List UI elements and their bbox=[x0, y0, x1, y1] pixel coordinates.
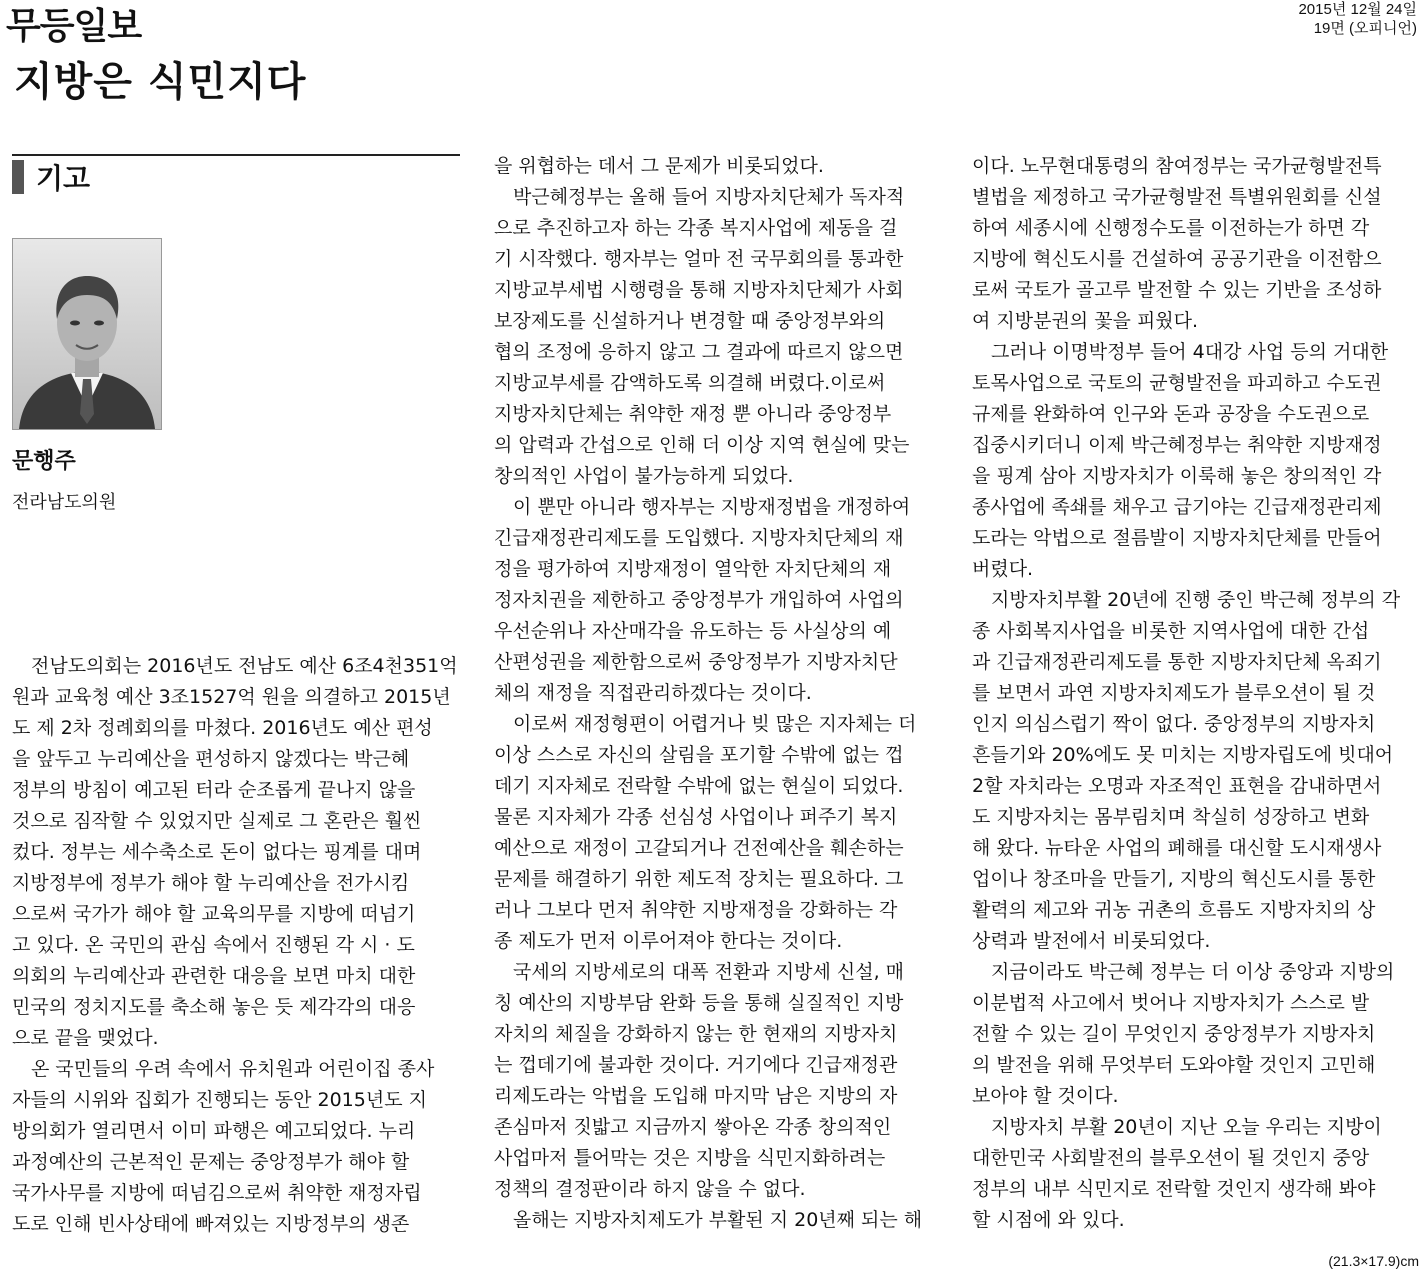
text-line: 지방자치부활 20년에 진행 중인 박근혜 정부의 각 bbox=[991, 589, 1401, 611]
article-column-3 bbox=[972, 151, 1420, 1236]
text-line: 그러나 이명박정부 들어 4대강 사업 등의 거대한 bbox=[991, 341, 1389, 363]
text-line: 업이나 창조마을 만들기, 지방의 혁신도시를 통한 bbox=[972, 868, 1376, 890]
text-line: 올해는 지방자치제도가 부활된 지 20년째 되는 해 bbox=[513, 1209, 923, 1231]
text-line: 러나 그보다 먼저 취약한 지방재정을 강화하는 각 bbox=[494, 899, 898, 921]
newspaper-name: 무등일보 bbox=[6, 6, 142, 47]
text-line: 도로 인해 빈사상태에 빠져있는 지방정부의 생존 bbox=[12, 1213, 410, 1235]
text-line: 토목사업으로 국토의 균형발전을 파괴하고 수도권 bbox=[972, 372, 1382, 394]
text-line: 사업마저 틀어막는 것은 지방을 식민지화하려는 bbox=[494, 1147, 886, 1169]
text-line: 도라는 악법으로 절름발이 지방자치단체를 만들어 bbox=[972, 527, 1382, 549]
section-marker bbox=[12, 160, 24, 194]
text-line: 원과 교육청 예산 3조1527억 원을 의결하고 2015년 bbox=[12, 686, 451, 708]
text-line: 전남도의회는 2016년도 전남도 예산 6조4천351억 bbox=[31, 655, 458, 677]
date-info bbox=[1298, 0, 1417, 38]
text-line: 지방정부에 정부가 해야 할 누리예산을 전가시킴 bbox=[12, 872, 410, 894]
text-line: 이분법적 사고에서 벗어나 지방자치가 스스로 발 bbox=[972, 992, 1370, 1014]
text-line: 전할 수 있는 길이 무엇인지 중앙정부가 지방자치 bbox=[972, 1023, 1376, 1045]
text-line: 컸다. 정부는 세수축소로 돈이 없다는 핑계를 대며 bbox=[12, 841, 422, 863]
text-line: 을 앞두고 누리예산을 편성하지 않겠다는 박근혜 bbox=[12, 748, 410, 770]
article-paragraph bbox=[972, 957, 1420, 1112]
text-line: 으로써 국가가 해야 할 교육의무를 지방에 떠넘기 bbox=[12, 903, 416, 925]
text-line: 지방자치 부활 20년이 지난 오늘 우리는 지방이 bbox=[991, 1116, 1382, 1138]
text-line: 물론 지자체가 각종 선심성 사업이나 퍼주기 복지 bbox=[494, 806, 898, 828]
text-line: 활력의 제고와 귀농 귀촌의 흐름도 지방자치의 상 bbox=[972, 899, 1376, 921]
text-line: 산편성권을 제한함으로써 중앙정부가 지방자치단 bbox=[494, 651, 898, 673]
text-line: 지방에 혁신도시를 건설하여 공공기관을 이전함으 bbox=[972, 248, 1382, 270]
text-line: 데기 지자체로 전락할 수밖에 없는 현실이 되었다. bbox=[494, 775, 904, 797]
author-portrait-icon bbox=[13, 239, 161, 429]
article-paragraph bbox=[12, 1054, 462, 1240]
text-line: 민국의 정치지도를 축소해 놓은 듯 제각각의 대응 bbox=[12, 996, 416, 1018]
text-line: 지방교부세를 감액하도록 의결해 버렸다.이로써 bbox=[494, 372, 886, 394]
text-line: 집중시키더니 이제 박근혜정부는 취약한 지방재정 bbox=[972, 434, 1382, 456]
text-line: 종 사회복지사업을 비롯한 지역사업에 대한 간섭 bbox=[972, 620, 1370, 642]
author-title: 전라남도의원 bbox=[12, 492, 117, 513]
text-line: 2할 자치라는 오명과 자조적인 표현을 감내하면서 bbox=[972, 775, 1382, 797]
text-line: 자들의 시위와 집회가 진행되는 동안 2015년도 지 bbox=[12, 1089, 427, 1111]
text-line: 정책의 결정판이라 하지 않을 수 없다. bbox=[494, 1178, 806, 1200]
text-line: 를 보면서 과연 지방자치제도가 블루오션이 될 것 bbox=[972, 682, 1376, 704]
article-paragraph bbox=[972, 151, 1420, 337]
text-line: 예산으로 재정이 고갈되거나 건전예산을 훼손하는 bbox=[494, 837, 904, 859]
section-label bbox=[12, 158, 90, 196]
text-line: 대한민국 사회발전의 블루오션이 될 것인지 중앙 bbox=[972, 1147, 1370, 1169]
text-line: 별법을 제정하고 국가균형발전 특별위원회를 신설 bbox=[972, 186, 1382, 208]
text-line: 정을 평가하여 지방재정이 열악한 자치단체의 재 bbox=[494, 558, 892, 580]
text-line: 이다. 노무현대통령의 참여정부는 국가균형발전특 bbox=[972, 155, 1382, 177]
article-paragraph bbox=[494, 151, 939, 182]
article-paragraph bbox=[494, 957, 939, 1205]
section-divider bbox=[12, 154, 460, 156]
text-line: 보장제도를 신설하거나 변경할 때 중앙정부와의 bbox=[494, 310, 886, 332]
article-paragraph bbox=[972, 1112, 1420, 1236]
text-line: 과 긴급재정관리제도를 통한 지방자치단체 옥죄기 bbox=[972, 651, 1382, 673]
text-line: 흔들기와 20%에도 못 미치는 지방자립도에 빗대어 bbox=[972, 744, 1394, 766]
text-line: 박근혜정부는 올해 들어 지방자치단체가 독자적 bbox=[513, 186, 905, 208]
text-line: 여 지방분권의 꽃을 피웠다. bbox=[972, 310, 1199, 332]
article-paragraph bbox=[494, 709, 939, 957]
text-line: 문제를 해결하기 위한 제도적 장치는 필요하다. 그 bbox=[494, 868, 904, 890]
text-line: 는 껍데기에 불과한 것이다. 거기에다 긴급재정관 bbox=[494, 1054, 898, 1076]
article-paragraph bbox=[972, 337, 1420, 585]
text-line: 리제도라는 악법을 도입해 마지막 남은 지방의 자 bbox=[494, 1085, 898, 1107]
article-paragraph bbox=[494, 182, 939, 492]
text-line: 국가사무를 지방에 떠넘김으로써 취약한 재정자립 bbox=[12, 1182, 422, 1204]
text-line: 로써 국토가 골고루 발전할 수 있는 기반을 조성하 bbox=[972, 279, 1382, 301]
text-line: 을 핑계 삼아 지방자치가 이룩해 놓은 창의적인 각 bbox=[972, 465, 1382, 487]
article-headline: 지방은 식민지다 bbox=[14, 59, 307, 105]
section-title: 기고 bbox=[36, 162, 91, 195]
text-line: 협의 조정에 응하지 않고 그 결과에 따르지 않으면 bbox=[494, 341, 904, 363]
text-line: 과정예산의 근본적인 문제는 중앙정부가 해야 할 bbox=[12, 1151, 410, 1173]
text-line: 지방자치단체는 취약한 재정 뿐 아니라 중앙정부 bbox=[494, 403, 892, 425]
text-line: 이 뿐만 아니라 행자부는 지방재정법을 개정하여 bbox=[513, 496, 911, 518]
article-paragraph bbox=[494, 1205, 939, 1236]
article-column-2 bbox=[494, 151, 939, 1236]
text-line: 우선순위나 자산매각을 유도하는 등 사실상의 예 bbox=[494, 620, 892, 642]
text-line: 할 시점에 와 있다. bbox=[972, 1209, 1125, 1231]
text-line: 이로써 재정형편이 어렵거나 빚 많은 지자체는 더 bbox=[513, 713, 917, 735]
author-name: 문행주 bbox=[12, 449, 76, 474]
article-paragraph bbox=[494, 492, 939, 709]
text-line: 도 제 2차 정례회의를 마쳤다. 2016년도 예산 편성 bbox=[12, 717, 433, 739]
text-line: 의 발전을 위해 무엇부터 도와야할 것인지 고민해 bbox=[972, 1054, 1376, 1076]
text-line: 것으로 짐작할 수 있었지만 실제로 그 혼란은 훨씬 bbox=[12, 810, 422, 832]
text-line: 규제를 완화하여 인구와 돈과 공장을 수도권으로 bbox=[972, 403, 1370, 425]
text-line: 상력과 발전에서 비롯되었다. bbox=[972, 930, 1211, 952]
text-line: 하여 세종시에 신행정수도를 이전하는가 하면 각 bbox=[972, 217, 1370, 239]
text-line: 자치의 체질을 강화하지 않는 한 현재의 지방자치 bbox=[494, 1023, 898, 1045]
text-line: 으로 끝을 맺었다. bbox=[12, 1027, 159, 1049]
text-line: 지방교부세법 시행령을 통해 지방자치단체가 사회 bbox=[494, 279, 904, 301]
text-line: 칭 예산의 지방부담 완화 등을 통해 실질적인 지방 bbox=[494, 992, 904, 1014]
text-line: 을 위협하는 데서 그 문제가 비롯되었다. bbox=[494, 155, 824, 177]
text-line: 창의적인 사업이 불가능하게 되었다. bbox=[494, 465, 794, 487]
text-line: 국세의 지방세로의 대폭 전환과 지방세 신설, 매 bbox=[513, 961, 905, 983]
author-photo bbox=[12, 238, 162, 430]
text-line: 해 왔다. 뉴타운 사업의 폐해를 대신할 도시재생사 bbox=[972, 837, 1382, 859]
text-line: 고 있다. 온 국민의 관심 속에서 진행된 각 시 · 도 bbox=[12, 934, 415, 956]
article-column-1 bbox=[12, 651, 462, 1240]
text-line: 존심마저 짓밟고 지금까지 쌓아온 각종 창의적인 bbox=[494, 1116, 892, 1138]
text-line: 긴급재정관리제도를 도입했다. 지방자치단체의 재 bbox=[494, 527, 904, 549]
text-line: 지금이라도 박근혜 정부는 더 이상 중앙과 지방의 bbox=[991, 961, 1395, 983]
text-line: 종 제도가 먼저 이루어져야 한다는 것이다. bbox=[494, 930, 843, 952]
text-line: 방의회가 열리면서 이미 파행은 예고되었다. 누리 bbox=[12, 1120, 416, 1142]
article-paragraph bbox=[12, 651, 462, 1054]
text-line: 체의 재정을 직접관리하겠다는 것이다. bbox=[494, 682, 812, 704]
text-line: 버렸다. bbox=[972, 558, 1034, 580]
text-line: 의 압력과 간섭으로 인해 더 이상 지역 현실에 맞는 bbox=[494, 434, 910, 456]
text-line: 으로 추진하고자 하는 각종 복지사업에 제동을 걸 bbox=[494, 217, 898, 239]
text-line: 정자치권을 제한하고 중앙정부가 개입하여 사업의 bbox=[494, 589, 904, 611]
text-line: 의회의 누리예산과 관련한 대응을 보면 마치 대한 bbox=[12, 965, 416, 987]
text-line: 정부의 방침이 예고된 터라 순조롭게 끝나지 않을 bbox=[12, 779, 416, 801]
issue-date: 2015년 12월 24일 bbox=[1298, 1, 1417, 18]
text-line: 이상 스스로 자신의 살림을 포기할 수밖에 없는 껍 bbox=[494, 744, 904, 766]
text-line: 종사업에 족쇄를 채우고 급기야는 긴급재정관리제 bbox=[972, 496, 1382, 518]
size-note: (21.3×17.9)cm bbox=[1328, 1253, 1419, 1269]
text-line: 기 시작했다. 행자부는 얼마 전 국무회의를 통과한 bbox=[494, 248, 904, 270]
text-line: 인지 의심스럽기 짝이 없다. 중앙정부의 지방자치 bbox=[972, 713, 1376, 735]
text-line: 정부의 내부 식민지로 전락할 것인지 생각해 봐야 bbox=[972, 1178, 1376, 1200]
article-paragraph bbox=[972, 585, 1420, 957]
text-line: 도 지방자치는 몸부림치며 착실히 성장하고 변화 bbox=[972, 806, 1370, 828]
text-line: 온 국민들의 우려 속에서 유치원과 어린이집 종사 bbox=[31, 1058, 435, 1080]
page-info: 19면 (오피니언) bbox=[1313, 20, 1417, 37]
text-line: 보아야 할 것이다. bbox=[972, 1085, 1119, 1107]
